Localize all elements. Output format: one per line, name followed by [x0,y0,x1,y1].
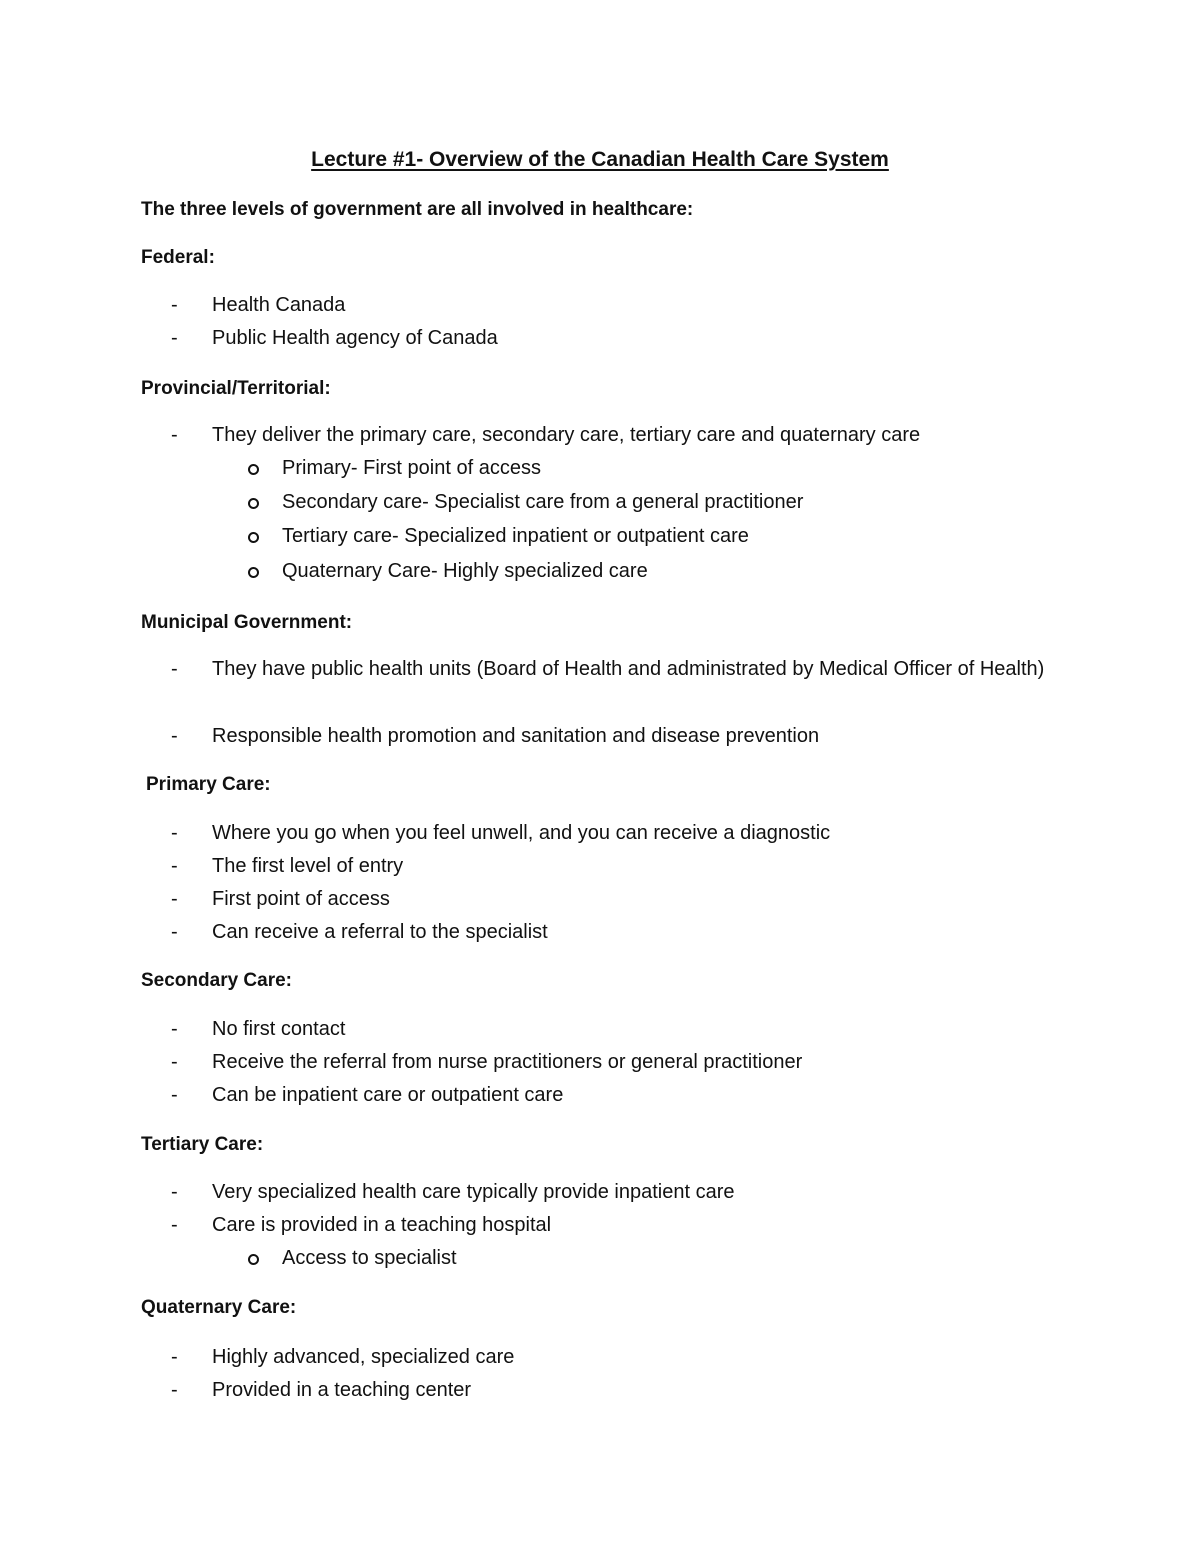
intro-text: The three levels of government are all involved in healthcare: [141,199,694,220]
bullet-dash: - [171,1346,178,1368]
list-item-text: The first level of entry [212,855,404,877]
list-item-text: First point of access [212,888,390,910]
bullet-dash: - [171,658,178,680]
section-heading-quaternary-care: Quaternary Care: [141,1297,297,1318]
list-item-text: Where you go when you feel unwell, and you can receive a diagnostic [212,822,831,844]
circle-bullet-icon [248,532,259,543]
bullet-dash: - [171,327,178,349]
section-heading-primary-care: Primary Care: [146,774,271,795]
sub-list-item-text: Primary- First point of access [282,457,541,479]
bullet-dash: - [171,1379,178,1401]
sub-list-item [248,486,1068,519]
section-heading-provincial: Provincial/Territorial: [141,378,331,399]
list-item-text: Can be inpatient care or outpatient care [212,1084,564,1106]
bullet-dash: - [171,294,178,316]
bullet-dash: - [171,1018,178,1040]
list-item-text: Highly advanced, specialized care [212,1346,515,1368]
list-item [171,720,1071,753]
list-item-text: Public Health agency of Canada [212,327,498,349]
list-item [171,883,1071,916]
section-heading-municipal: Municipal Government: [141,612,353,633]
document-title: Lecture #1- Overview of the Canadian Health Care System [311,148,889,171]
list-item [171,1341,1071,1374]
list-item-text: Responsible health promotion and sanitation and disease prevention [212,725,820,747]
bullet-dash: - [171,424,178,446]
circle-bullet-icon [248,464,259,475]
sub-list-item [248,555,1068,588]
list-item-text: Provided in a teaching center [212,1379,472,1401]
list-item [171,1209,1071,1242]
sub-list-item [248,452,1068,485]
list-item-text: Very specialized health care typically provide inpatient care [212,1181,735,1203]
sub-list-item-text: Secondary care- Specialist care from a general practitioner [282,491,804,513]
circle-bullet-icon [248,1254,259,1265]
list-item [171,1079,1071,1112]
bullet-dash: - [171,1084,178,1106]
list-item [171,1013,1071,1046]
list-item-text: Can receive a referral to the specialist [212,921,548,943]
section-heading-tertiary-care: Tertiary Care: [141,1134,264,1155]
sub-list-item-text: Quaternary Care- Highly specialized care [282,560,648,582]
list-item-text: Care is provided in a teaching hospital [212,1214,552,1236]
bullet-dash: - [171,855,178,877]
bullet-dash: - [171,888,178,910]
list-item-text: They deliver the primary care, secondary care, tertiary care and quaternary care [212,424,921,446]
circle-bullet-icon [248,498,259,509]
bullet-dash: - [171,1051,178,1073]
list-item [171,1046,1071,1079]
list-item-text: Health Canada [212,294,346,316]
list-item [171,322,1071,355]
bullet-dash: - [171,1181,178,1203]
section-heading-secondary-care: Secondary Care: [141,970,293,991]
list-item [171,916,1071,949]
list-item-text: They have public health units (Board of Health and administrated by Medical Officer of Health) [212,658,1045,680]
sub-list-item-text: Tertiary care- Specialized inpatient or outpatient care [282,525,749,547]
list-item [171,1176,1071,1209]
list-item [171,653,1071,686]
list-item-text: No first contact [212,1018,346,1040]
bullet-dash: - [171,822,178,844]
list-item [171,817,1071,850]
sub-list-item [248,520,1068,553]
sub-list-item-text: Access to specialist [282,1247,457,1269]
list-item [171,850,1071,883]
circle-bullet-icon [248,567,259,578]
bullet-dash: - [171,725,178,747]
section-heading-federal: Federal: [141,247,215,268]
list-item [171,1374,1071,1407]
list-item [171,289,1071,322]
list-item [171,419,1071,452]
bullet-dash: - [171,1214,178,1236]
sub-list-item [248,1242,1068,1275]
bullet-dash: - [171,921,178,943]
list-item-text: Receive the referral from nurse practitioners or general practitioner [212,1051,803,1073]
